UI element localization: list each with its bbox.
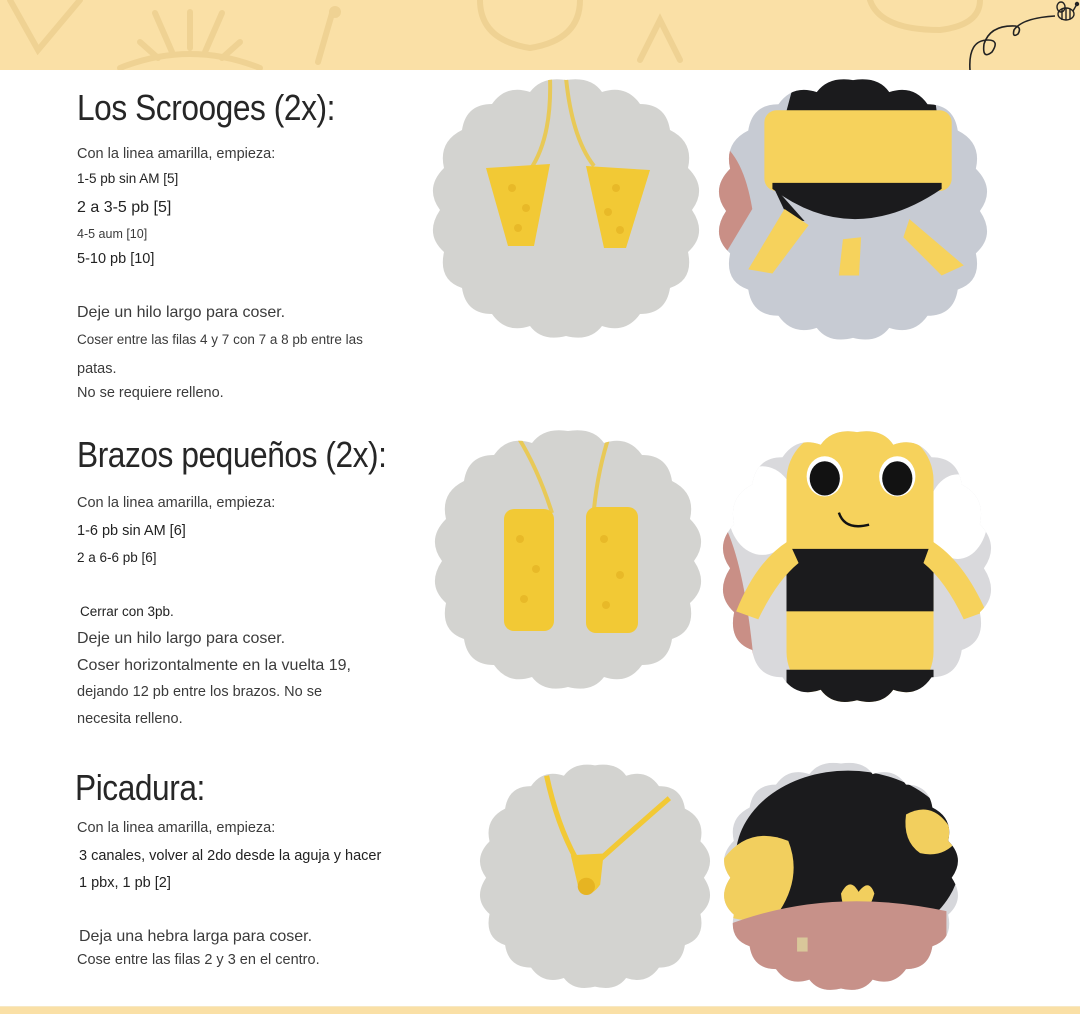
doodle-pattern-icon — [0, 0, 1080, 70]
instruction-line: Coser entre las filas 4 y 7 con 7 a 8 pb entre las — [77, 332, 363, 347]
instruction-line: Con la linea amarilla, empieza: — [77, 820, 276, 836]
photo-arms — [428, 425, 708, 693]
section-title: Los Scrooges (2x): — [77, 87, 335, 128]
pattern-page — [0, 70, 1080, 1006]
instruction-line: Deje un hilo largo para coser. — [77, 304, 286, 321]
instruction-line: Deje un hilo largo para coser. — [77, 630, 286, 647]
instruction-line: Coser horizontalmente en la vuelta 19, — [77, 657, 351, 674]
instruction-line: No se requiere relleno. — [77, 385, 224, 401]
instruction-line: 2 a 3-5 pb [5] — [77, 199, 172, 216]
photo-bee-back — [718, 754, 964, 998]
photo-stinger — [474, 754, 716, 998]
instruction-line: dejando 12 pb entre los brazos. No se — [77, 684, 323, 700]
instruction-line: 1-6 pb sin AM [6] — [77, 523, 186, 539]
instruction-line: 1-5 pb sin AM [5] — [77, 171, 179, 186]
photo-bee-bottom — [712, 78, 994, 340]
instruction-line: Con la linea amarilla, empieza: — [77, 495, 276, 511]
photo-finished-bee — [716, 425, 998, 707]
section-scrooges — [0, 70, 1080, 420]
instruction-line: Deja una hebra larga para coser. — [79, 928, 313, 945]
top-banner — [0, 0, 1080, 70]
instruction-line: 4-5 aum [10] — [77, 227, 148, 241]
section-arms — [0, 425, 1080, 785]
section-title: Picadura: — [75, 767, 205, 808]
instruction-line: patas. — [77, 361, 117, 377]
section-stinger — [0, 760, 1080, 1006]
bottom-banner — [0, 1006, 1080, 1014]
instruction-line: 3 canales, volver al 2do desde la aguja y hacer — [79, 848, 382, 864]
instruction-line: Cerrar con 3pb. — [80, 604, 174, 619]
instruction-line: 2 a 6-6 pb [6] — [77, 550, 157, 565]
instruction-line: Con la linea amarilla, empieza: — [77, 146, 276, 162]
instruction-line: 5-10 pb [10] — [77, 251, 155, 267]
instruction-line: necesita relleno. — [77, 711, 183, 727]
instruction-line: Cose entre las filas 2 y 3 en el centro. — [77, 952, 320, 968]
instruction-line: 1 pbx, 1 pb [2] — [79, 875, 171, 891]
section-title: Brazos pequeños (2x): — [77, 434, 387, 475]
photo-feet — [426, 78, 706, 338]
bee-flight-icon — [960, 0, 1080, 70]
